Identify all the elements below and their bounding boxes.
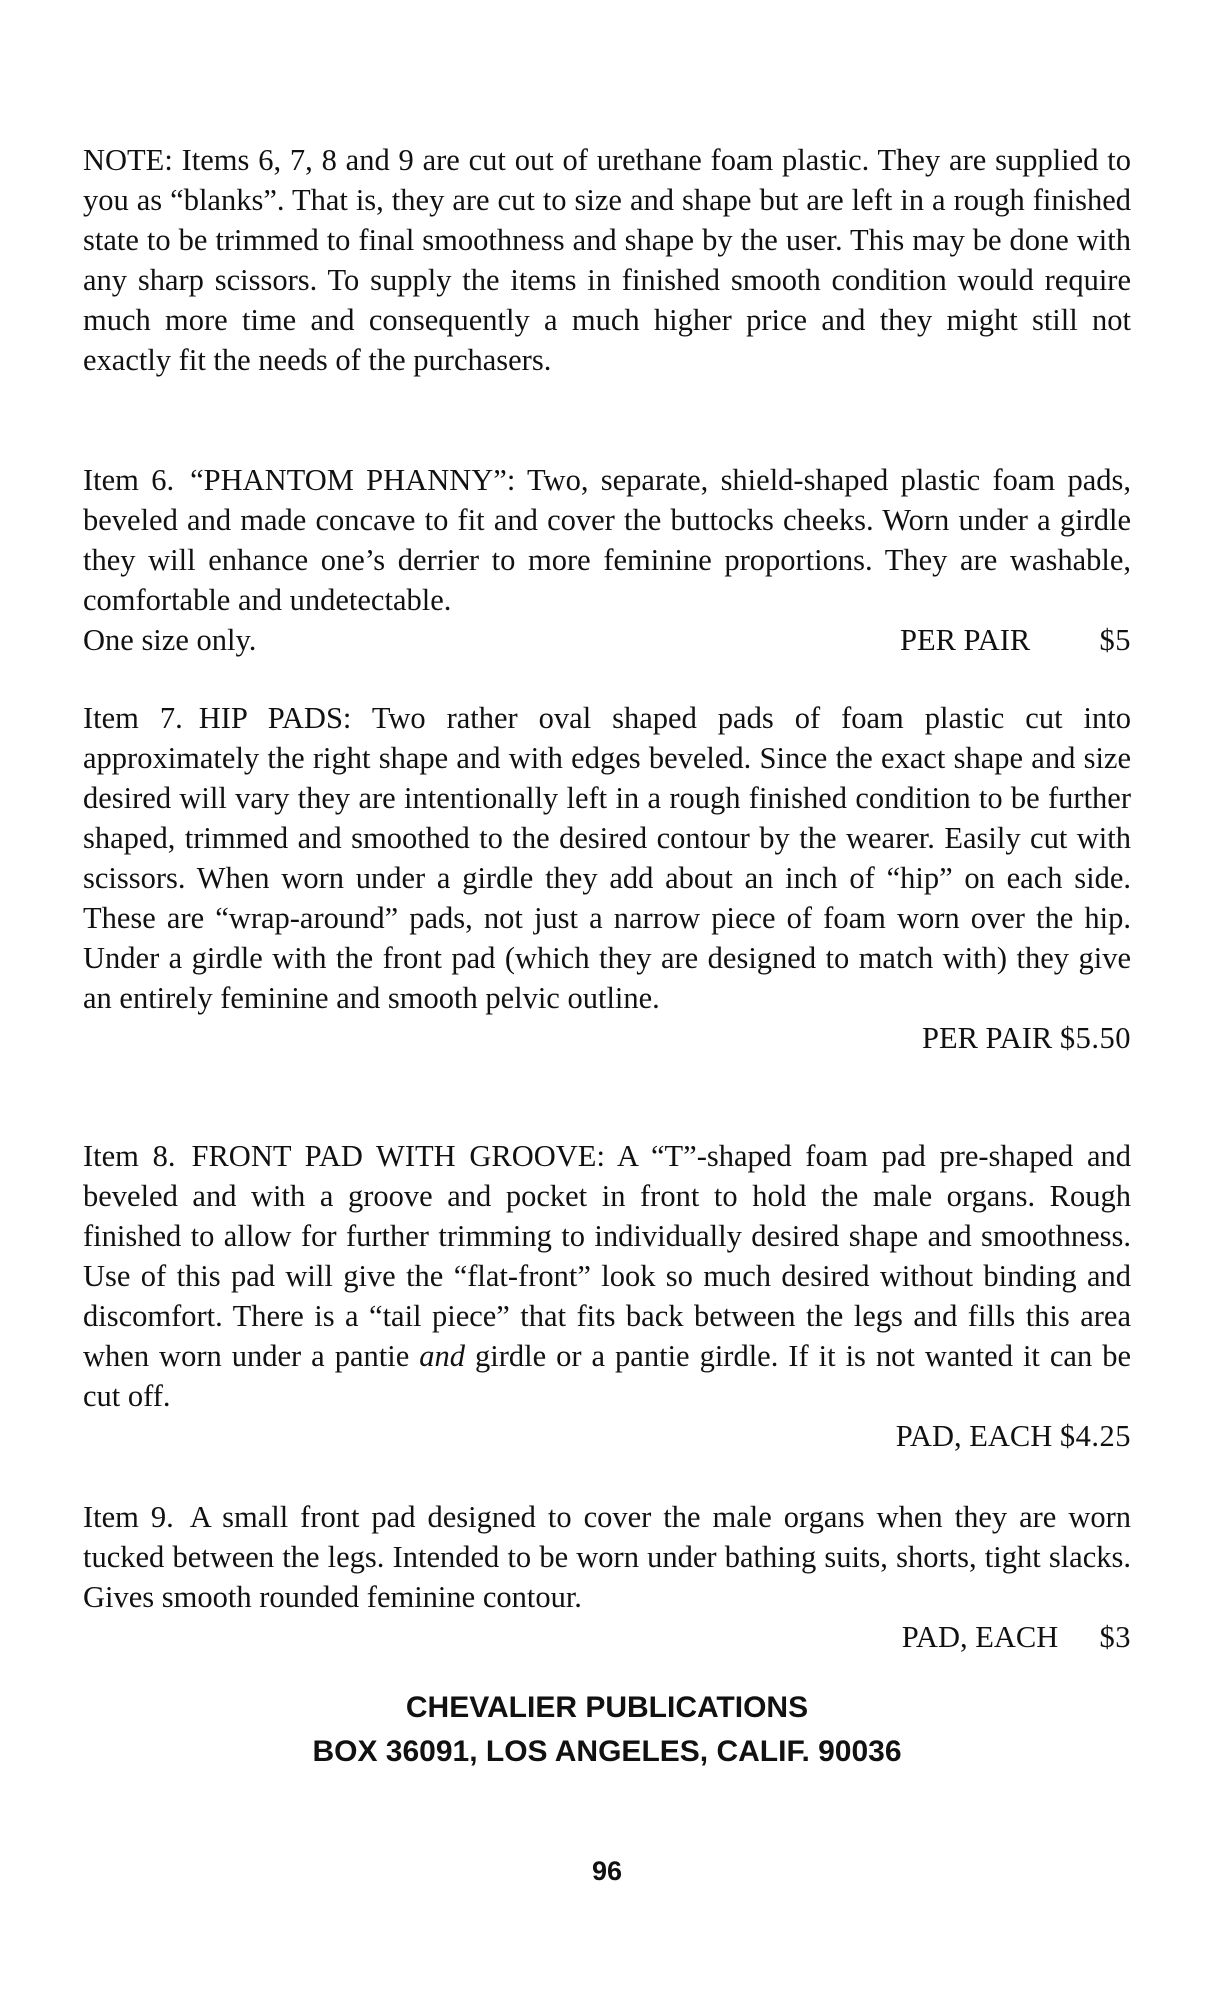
item-7-price-line bbox=[83, 1018, 1131, 1058]
publisher-name: CHEVALIER PUBLICATIONS bbox=[405, 1691, 809, 1724]
item-8-description-start: FRONT PAD WITH GROOVE: A “T”-shaped foam pad pre-shaped and beveled and with a groove and pocket in front to hold the male organs. Rough finished to allow for further trimming to individually desired shape and smoothness. Use of this pad will give the “flat-front” look so much desired without binding and discomfort. There is a “tail piece” that fits back between the legs and fills this area when worn under a pantie bbox=[83, 1139, 1131, 1373]
item-9-price: $3 bbox=[1099, 1620, 1131, 1654]
item-9-label: Item 9. bbox=[83, 1500, 174, 1534]
item-8-label: Item 8. bbox=[83, 1139, 176, 1173]
item-8-price-line bbox=[83, 1416, 1131, 1456]
item-7-description: HIP PADS: Two rather oval shaped pads of foam plastic cut into approximately the right shape and with edges beveled. Since the exact shape and size desired will vary they are intentionally left in a rough finished condition to be further shaped, trimmed and smoothed to the desired contour by the wearer. Easily cut with scissors. When worn under a girdle they add about an inch of “hip” on each side. These are “wrap-around” pads, not just a narrow piece of foam worn over the hip. Under a girdle with the front pad (which they are designed to match with) they give an entirely feminine and smooth pelvic outline. bbox=[83, 701, 1131, 1015]
item-8-price: $4.25 bbox=[1059, 1419, 1131, 1453]
publisher-footer bbox=[83, 1686, 1131, 1774]
item-9-price-unit: PAD, EACH bbox=[901, 1620, 1059, 1654]
item-6-price-group bbox=[900, 620, 1131, 660]
item-7-label: Item 7. bbox=[83, 701, 183, 735]
item-8-emphasis: and bbox=[419, 1339, 465, 1373]
item-7-price: $5.50 bbox=[1059, 1021, 1131, 1055]
item-6-size-note: One size only. bbox=[83, 623, 257, 657]
item-9-description: A small front pad designed to cover the male organs when they are worn tucked between the legs. Intended to be worn under bathing suits, shorts, tight slacks. Gives smooth rounded feminine contour. bbox=[83, 1500, 1131, 1614]
item-9-block bbox=[83, 1497, 1131, 1657]
item-9-price-line bbox=[83, 1617, 1131, 1657]
item-7-block bbox=[83, 698, 1131, 1058]
note-text: NOTE: Items 6, 7, 8 and 9 are cut out of urethane foam plastic. They are supplied to you as “blanks”. That is, they are cut to size and shape but are left in a rough finished state to be trimmed to final smoothness and shape by the user. This may be done with any sharp scissors. To supply the items in finished smooth condition would require much more time and consequently a much higher price and they might still not exactly fit the needs of the purchasers. bbox=[83, 143, 1131, 377]
item-8-block bbox=[83, 1136, 1131, 1456]
document-page bbox=[83, 0, 1131, 1999]
item-6-price: $5 bbox=[1099, 623, 1131, 657]
item-6-price-line bbox=[83, 620, 1131, 660]
page-number: 96 bbox=[591, 1856, 623, 1886]
item-6-price-unit: PER PAIR bbox=[899, 623, 1031, 657]
item-6-description: “PHANTOM PHANNY”: Two, separate, shield-shaped plastic foam pads, beveled and made concave to fit and cover the buttocks cheeks. Worn under a girdle they will enhance one’s derrier to more feminine proportions. They are washable, comfortable and undetectable. bbox=[83, 463, 1131, 617]
item-7-price-unit: PER PAIR bbox=[921, 1021, 1053, 1055]
item-6-label: Item 6. bbox=[83, 463, 175, 497]
item-8-description-end: girdle or a pantie girdle. If it is not wanted it can be cut off. bbox=[83, 1339, 1131, 1413]
publisher-address: BOX 36091, LOS ANGELES, CALIF. 90036 bbox=[312, 1735, 902, 1768]
note-paragraph bbox=[83, 140, 1131, 380]
item-8-price-unit: PAD, EACH bbox=[895, 1419, 1053, 1453]
item-6-block bbox=[83, 460, 1131, 660]
